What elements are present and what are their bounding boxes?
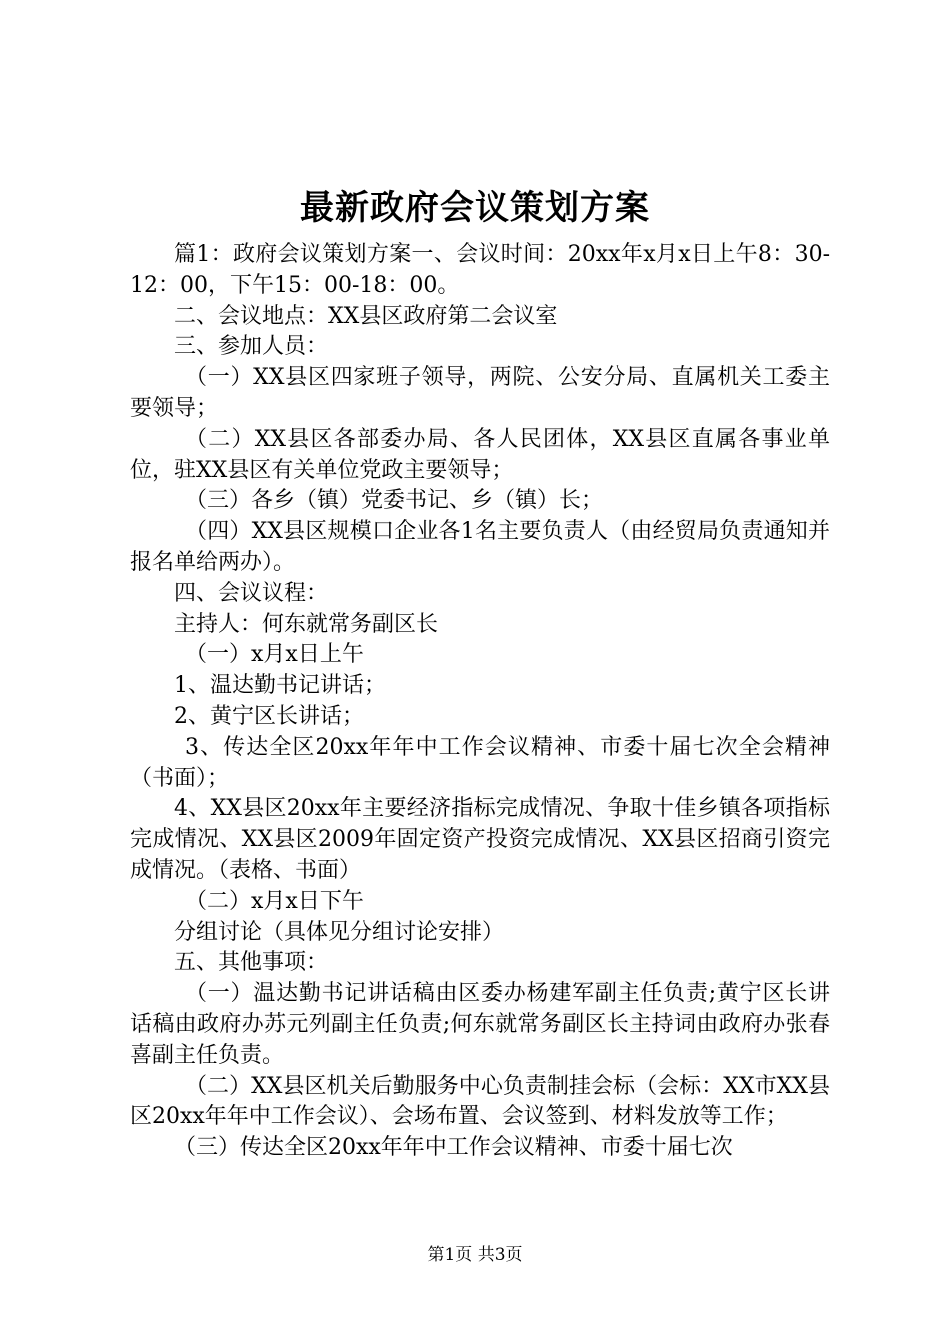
page-footer: 第1页 共3页	[427, 1245, 523, 1265]
paragraph-participants-heading: 三、参加人员：	[174, 334, 329, 360]
paragraph-other-matters-2: （二）XX县区机关后勤服务中心负责制挂会标（会标：XX市XX县区20xx年年中工作会议）、会场布置、会议签到、材料发放等工作；	[130, 1073, 830, 1130]
paragraph-afternoon-session: （二）x月x日下午	[185, 888, 364, 914]
paragraph-agenda-item-4: 4、XX县区20xx年主要经济指标完成情况、争取十佳乡镇各项指标完成情况、XX县区2009年固定资产投资完成情况、XX县区招商引资完成情况。（表格、书面）	[130, 796, 830, 883]
paragraph-host: 主持人：何东就常务副区长	[174, 611, 439, 637]
paragraph-agenda-item-3: 3、传达全区20xx年年中工作会议精神、市委十届七次全会精神（书面）；	[130, 734, 830, 791]
paragraph-participants-4: （四）XX县区规模口企业各1名主要负责人（由经贸局负责通知并报名单给两办）。	[130, 519, 830, 575]
paragraph-meeting-time: 篇1：政府会议策划方案一、会议时间：20xx年x月x日上午8：30-12：00，下午15：00-18：00。	[130, 242, 830, 298]
paragraph-agenda-heading: 四、会议议程：	[174, 580, 329, 606]
paragraph-other-matters-3: （三）传达全区20xx年年中工作会议精神、市委十届七次	[174, 1135, 733, 1161]
document-body	[130, 240, 830, 1164]
paragraph-participants-1: （一）XX县区四家班子领导，两院、公安分局、直属机关工委主要领导；	[130, 365, 830, 421]
paragraph-group-discussion: 分组讨论（具体见分组讨论安排）	[174, 919, 505, 945]
paragraph-morning-session: （一）x月x日上午	[185, 642, 364, 668]
paragraph-participants-2: （二）XX县区各部委办局、各人民团体，XX县区直属各事业单位，驻XX县区有关单位党政主要领导；	[130, 426, 830, 483]
paragraph-participants-3: （三）各乡（镇）党委书记、乡（镇）长；	[185, 488, 604, 514]
paragraph-other-matters-1: （一）温达勤书记讲话稿由区委办杨建军副主任负责;黄宁区长讲话稿由政府办苏元列副主任负责;何东就常务副区长主持词由政府办张春喜副主任负责。	[130, 981, 830, 1068]
paragraph-meeting-location: 二、会议地点：XX县区政府第二会议室	[174, 303, 558, 329]
paragraph-agenda-item-2: 2、黄宁区长讲话；	[174, 703, 364, 729]
document-title: 最新政府会议策划方案	[300, 188, 650, 228]
paragraph-agenda-item-1: 1、温达勤书记讲话；	[174, 673, 386, 699]
paragraph-other-matters-heading: 五、其他事项：	[174, 950, 329, 976]
